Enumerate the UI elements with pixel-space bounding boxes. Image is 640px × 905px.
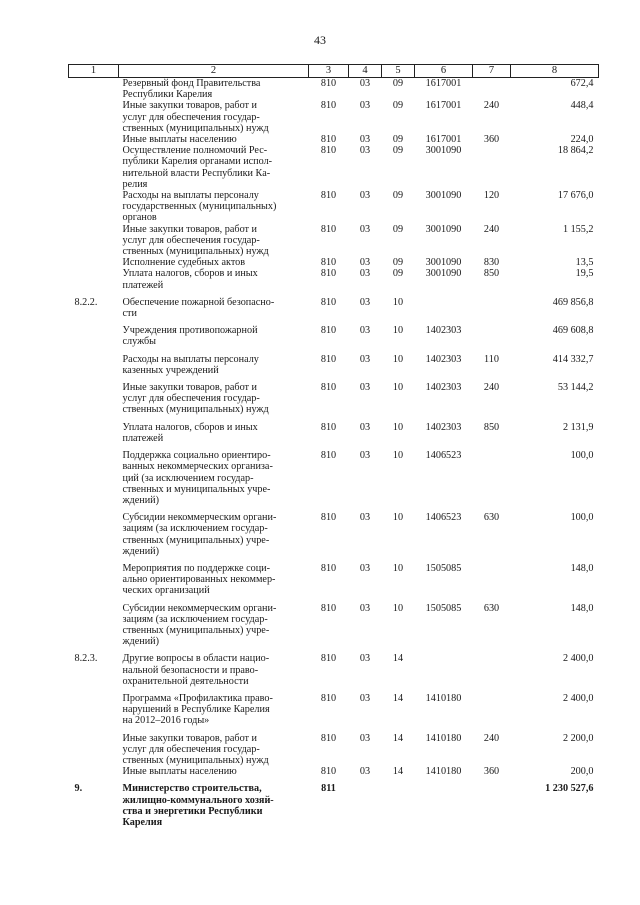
description-line: Осуществление полномочий Рес- [122, 145, 268, 157]
row-index [69, 268, 119, 290]
subsection-code: 09 [392, 190, 404, 202]
subsection-code: 14 [392, 732, 404, 744]
row-description [119, 444, 309, 506]
target-item-code: 1410180 [425, 766, 462, 778]
target-item-code: 1406523 [425, 512, 462, 524]
section-code: 03 [359, 100, 371, 112]
subsection-code: 09 [392, 223, 404, 235]
row-index [69, 348, 119, 376]
description-line: охранительной деятельности [122, 675, 249, 687]
description-line: платежей [122, 432, 164, 444]
description-line: ственных (муниципальных) нужд [122, 246, 269, 258]
description-line: Уплата налогов, сборов и иных [122, 268, 258, 280]
row-index [69, 319, 119, 347]
amount: 469 608,8 [552, 325, 594, 337]
row-description [119, 727, 309, 767]
expense-type-code [473, 777, 511, 828]
amount: 2 200,0 [562, 732, 594, 744]
table-row [69, 766, 599, 777]
table-row [69, 257, 599, 268]
expense-type-code [473, 319, 511, 347]
section-code: 03 [359, 134, 371, 146]
admin-code: 810 [320, 562, 337, 574]
description-line: нальной безопасности и право- [122, 664, 259, 676]
expense-type-code [473, 687, 511, 727]
row-index: 9. [74, 783, 83, 795]
section-code: 03 [359, 382, 371, 394]
subsection-code: 10 [392, 296, 404, 308]
table-row [69, 506, 599, 557]
row-description [119, 257, 309, 268]
subsection-code: 10 [392, 353, 404, 365]
row-index [69, 444, 119, 506]
amount: 100,0 [570, 450, 594, 462]
row-description [119, 777, 309, 828]
row-index [69, 687, 119, 727]
row-index [69, 727, 119, 767]
description-line: нительной власти Республики Ка- [122, 167, 271, 179]
description-line: услуг для обеспечения государ- [122, 393, 260, 405]
subsection-code: 10 [392, 602, 404, 614]
budget-table [68, 64, 599, 828]
description-line: ждений) [122, 545, 159, 557]
row-index: 8.2.2. [74, 296, 98, 308]
description-line: службы [122, 336, 156, 348]
description-line: ждений) [122, 494, 159, 506]
section-code: 03 [359, 421, 371, 433]
target-item-code: 1402303 [425, 382, 462, 394]
section-code: 03 [359, 353, 371, 365]
column-header: 3 [309, 65, 349, 78]
row-index [69, 506, 119, 557]
table-row [69, 376, 599, 416]
description-line: Исполнение судебных актов [122, 257, 246, 269]
description-line: платежей [122, 279, 164, 291]
subsection-code: 09 [392, 134, 404, 146]
subsection-code: 10 [392, 421, 404, 433]
description-line: ций (за исключением государ- [122, 472, 254, 484]
row-description [119, 557, 309, 597]
expense-type-code: 360 [483, 766, 500, 778]
description-line: на 2012–2016 годы» [122, 715, 210, 727]
description-line: ственных (муниципальных) нужд [122, 754, 269, 766]
amount: 672,4 [570, 78, 594, 89]
column-header: 2 [119, 65, 309, 78]
description-line: публики Карелия органами испол- [122, 156, 273, 168]
target-item-code: 1505085 [425, 602, 462, 614]
row-description [119, 134, 309, 145]
row-index [69, 557, 119, 597]
target-item-code: 1617001 [425, 100, 462, 112]
table-row [69, 597, 599, 648]
description-line: услуг для обеспечения государ- [122, 743, 260, 755]
section-code: 03 [359, 325, 371, 337]
admin-code: 810 [320, 353, 337, 365]
description-line: Поддержка социально ориентиро- [122, 450, 271, 462]
amount: 18 864,2 [557, 145, 594, 157]
amount: 19,5 [575, 268, 594, 280]
row-description [119, 687, 309, 727]
row-description [119, 597, 309, 648]
admin-code: 810 [320, 268, 337, 280]
admin-code: 810 [320, 450, 337, 462]
expense-type-code: 360 [483, 134, 500, 146]
section-code: 03 [359, 257, 371, 269]
description-line: зациям (за исключением государ- [122, 613, 268, 625]
row-index [69, 376, 119, 416]
description-line: Карелия [122, 816, 163, 828]
description-line: услуг для обеспечения государ- [122, 111, 260, 123]
expense-type-code [473, 647, 511, 687]
row-description [119, 291, 309, 319]
section-code: 03 [359, 78, 371, 89]
section-code: 03 [359, 766, 371, 778]
expense-type-code: 630 [483, 512, 500, 524]
column-header: 6 [415, 65, 473, 78]
expense-type-code [473, 78, 511, 101]
description-line: Уплата налогов, сборов и иных [122, 421, 258, 433]
row-description [119, 145, 309, 190]
amount: 414 332,7 [552, 353, 594, 365]
table-row [69, 416, 599, 444]
description-line: зациям (за исключением государ- [122, 523, 268, 535]
row-description [119, 224, 309, 258]
target-item-code: 3001090 [425, 268, 462, 280]
table-row [69, 100, 599, 134]
admin-code: 810 [320, 325, 337, 337]
amount: 200,0 [570, 766, 594, 778]
row-description [119, 190, 309, 224]
expense-type-code: 240 [483, 382, 500, 394]
description-line: органов [122, 212, 157, 224]
admin-code: 810 [320, 223, 337, 235]
expense-type-code [473, 557, 511, 597]
description-line: Иные выплаты населению [122, 134, 237, 146]
target-item-code [415, 777, 473, 828]
row-description [119, 319, 309, 347]
target-item-code: 3001090 [425, 145, 462, 157]
description-line: нарушений в Республике Карелия [122, 704, 270, 716]
section-code: 03 [359, 653, 371, 665]
amount: 1 155,2 [562, 223, 594, 235]
expense-type-code: 850 [483, 268, 500, 280]
description-line: казенных учреждений [122, 364, 219, 376]
table-row [69, 444, 599, 506]
description-line: Иные закупки товаров, работ и [122, 382, 257, 394]
description-line: Субсидии некоммерческим органи- [122, 602, 277, 614]
description-line: Программа «Профилактика право- [122, 692, 273, 704]
admin-code: 810 [320, 421, 337, 433]
description-line: ственных (муниципальных) нужд [122, 122, 269, 134]
subsection-code: 09 [392, 268, 404, 280]
section-code: 03 [359, 296, 371, 308]
subsection-code: 10 [392, 562, 404, 574]
expense-type-code: 240 [483, 100, 500, 112]
row-index [69, 257, 119, 268]
description-line: сти [122, 308, 137, 320]
section-code [349, 777, 382, 828]
target-item-code: 3001090 [425, 223, 462, 235]
amount: 100,0 [570, 512, 594, 524]
section-code: 03 [359, 602, 371, 614]
amount: 13,5 [575, 257, 594, 269]
row-index [69, 224, 119, 258]
section-code: 03 [359, 190, 371, 202]
table-row [69, 268, 599, 290]
table-row [69, 319, 599, 347]
description-line: Другие вопросы в области нацио- [122, 653, 270, 665]
target-item-code: 1402303 [425, 325, 462, 337]
row-description [119, 506, 309, 557]
admin-code: 810 [320, 145, 337, 157]
subsection-code: 09 [392, 100, 404, 112]
section-code: 03 [359, 562, 371, 574]
amount: 448,4 [570, 100, 594, 112]
target-item-code: 3001090 [425, 257, 462, 269]
row-index [69, 100, 119, 134]
admin-code: 810 [320, 382, 337, 394]
subsection-code: 10 [392, 382, 404, 394]
target-item-code: 3001090 [425, 190, 462, 202]
expense-type-code: 240 [483, 732, 500, 744]
table-row [69, 557, 599, 597]
section-code: 03 [359, 268, 371, 280]
description-line: Мероприятия по поддержке соци- [122, 562, 270, 574]
target-item-code: 1505085 [425, 562, 462, 574]
admin-code: 810 [320, 100, 337, 112]
section-code: 03 [359, 512, 371, 524]
row-index [69, 597, 119, 648]
description-line: Обеспечение пожарной безопасно- [122, 296, 275, 308]
table-row [69, 291, 599, 319]
expense-type-code [473, 444, 511, 506]
column-header: 4 [349, 65, 382, 78]
table-row [69, 145, 599, 190]
admin-code: 810 [320, 190, 337, 202]
target-item-code [415, 647, 473, 687]
amount: 224,0 [570, 134, 594, 146]
subsection-code: 14 [392, 653, 404, 665]
table-row [69, 348, 599, 376]
subsection-code: 14 [392, 766, 404, 778]
amount: 2 131,9 [562, 421, 594, 433]
target-item-code: 1410180 [425, 732, 462, 744]
row-description [119, 100, 309, 134]
amount: 148,0 [570, 562, 594, 574]
description-line: жилищно-коммунального хозяй- [122, 794, 274, 806]
admin-code: 810 [320, 766, 337, 778]
target-item-code: 1410180 [425, 692, 462, 704]
table-body [69, 78, 599, 829]
row-description [119, 766, 309, 777]
subsection-code: 09 [392, 145, 404, 157]
section-code: 03 [359, 223, 371, 235]
expense-type-code: 110 [484, 353, 499, 365]
amount: 53 144,2 [557, 382, 594, 394]
column-header: 8 [511, 65, 599, 78]
admin-code: 810 [320, 78, 337, 89]
column-header: 1 [69, 65, 119, 78]
description-line: Субсидии некоммерческим органи- [122, 512, 277, 524]
admin-code: 811 [321, 783, 336, 795]
table-row [69, 134, 599, 145]
row-index [69, 766, 119, 777]
description-line: Министерство строительства, [122, 783, 262, 795]
table-row [69, 777, 599, 828]
admin-code: 810 [320, 512, 337, 524]
amount: 1 230 527,6 [545, 783, 594, 795]
description-line: ждений) [122, 636, 159, 648]
row-description [119, 348, 309, 376]
row-index [69, 416, 119, 444]
admin-code: 810 [320, 692, 337, 704]
admin-code: 810 [320, 653, 337, 665]
subsection-code [382, 777, 415, 828]
description-line: Республики Карелия [122, 89, 213, 101]
row-description [119, 376, 309, 416]
expense-type-code: 830 [483, 257, 500, 269]
row-description [119, 78, 309, 101]
expense-type-code: 120 [483, 190, 500, 202]
row-index: 8.2.3. [74, 653, 98, 665]
description-line: ально ориентированных некоммер- [122, 574, 276, 586]
description-line: Иные закупки товаров, работ и [122, 100, 257, 112]
target-item-code: 1402303 [425, 421, 462, 433]
column-header: 5 [382, 65, 415, 78]
description-line: государственных (муниципальных) [122, 201, 277, 213]
table-header-row [69, 65, 599, 78]
table-row [69, 687, 599, 727]
row-description [119, 647, 309, 687]
description-line: релия [122, 178, 148, 190]
description-line: ванных некоммерческих организа- [122, 461, 273, 473]
expense-type-code: 240 [483, 223, 500, 235]
description-line: Резервный фонд Правительства [122, 78, 261, 89]
row-index [69, 78, 119, 101]
section-code: 03 [359, 732, 371, 744]
amount: 469 856,8 [552, 296, 594, 308]
description-line: Иные выплаты населению [122, 766, 237, 778]
row-index [69, 134, 119, 145]
subsection-code: 09 [392, 78, 404, 89]
table-row [69, 78, 599, 101]
amount: 2 400,0 [562, 692, 594, 704]
table-row [69, 224, 599, 258]
subsection-code: 10 [392, 450, 404, 462]
amount: 2 400,0 [562, 653, 594, 665]
table-row [69, 727, 599, 767]
admin-code: 810 [320, 257, 337, 269]
subsection-code: 09 [392, 257, 404, 269]
row-description [119, 416, 309, 444]
description-line: ственных (муниципальных) нужд [122, 404, 269, 416]
description-line: ственных и муниципальных учре- [122, 483, 271, 495]
subsection-code: 10 [392, 325, 404, 337]
description-line: ства и энергетики Республики [122, 805, 263, 817]
row-index [69, 190, 119, 224]
description-line: Расходы на выплаты персоналу [122, 190, 259, 202]
admin-code: 810 [320, 296, 337, 308]
table-row [69, 647, 599, 687]
expense-type-code [473, 145, 511, 190]
section-code: 03 [359, 450, 371, 462]
row-index [69, 145, 119, 190]
amount: 148,0 [570, 602, 594, 614]
expense-type-code: 630 [483, 602, 500, 614]
target-item-code: 1617001 [425, 134, 462, 146]
description-line: Иные закупки товаров, работ и [122, 732, 257, 744]
description-line: ственных (муниципальных) учре- [122, 534, 270, 546]
section-code: 03 [359, 692, 371, 704]
description-line: Расходы на выплаты персоналу [122, 353, 259, 365]
description-line: Иные закупки товаров, работ и [122, 223, 257, 235]
admin-code: 810 [320, 602, 337, 614]
admin-code: 810 [320, 732, 337, 744]
row-description [119, 268, 309, 290]
expense-type-code: 850 [483, 421, 500, 433]
section-code: 03 [359, 145, 371, 157]
admin-code: 810 [320, 134, 337, 146]
description-line: услуг для обеспечения государ- [122, 234, 260, 246]
column-header: 7 [473, 65, 511, 78]
table-row [69, 190, 599, 224]
subsection-code: 14 [392, 692, 404, 704]
description-line: Учреждения противопожарной [122, 325, 258, 337]
page-number: 43 [314, 33, 326, 47]
expense-type-code [473, 291, 511, 319]
description-line: ственных (муниципальных) учре- [122, 624, 270, 636]
subsection-code: 10 [392, 512, 404, 524]
target-item-code: 1617001 [425, 78, 462, 89]
target-item-code [415, 291, 473, 319]
amount: 17 676,0 [557, 190, 594, 202]
target-item-code: 1402303 [425, 353, 462, 365]
description-line: ческих организаций [122, 585, 210, 597]
target-item-code: 1406523 [425, 450, 462, 462]
